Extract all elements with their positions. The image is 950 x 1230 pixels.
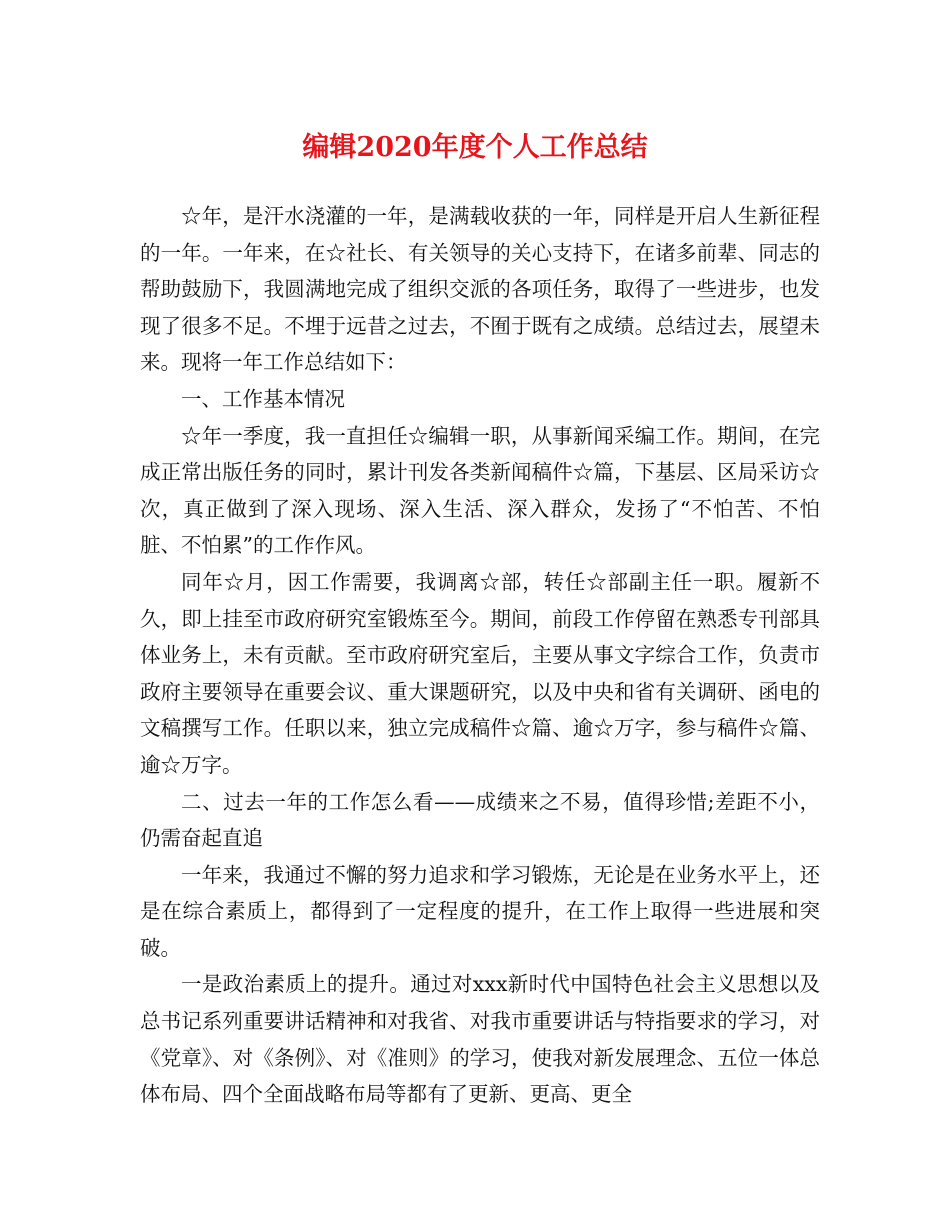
paragraph-political: 一是政治素质上的提升。通过对xxx新时代中国特色社会主义思想以及总书记系列重要讲话精神和对我省、对我市重要讲话与特指要求的学习，对《党章》、对《条例》、对《准则》的学习，使我对新发展理念、五位一体总体布局、四个全面战略布局等都有了更新、更高、更全	[140, 972, 820, 1107]
heading-section-2: 二、过去一年的工作怎么看——成绩来之不易，值得珍惜;差距不小，仍需奋起直追	[140, 789, 820, 851]
document-title: 编辑2020年度个人工作总结	[302, 132, 648, 163]
document-body	[140, 198, 820, 1113]
paragraph-intro: ☆年，是汗水浇灌的一年，是满载收获的一年，同样是开启人生新征程的一年。一年来，在☆社长、有关领导的关心支持下，在诸多前辈、同志的帮助鼓励下，我圆满地完成了组织交派的各项任务，取得了一些进步，也发现了很多不足。不埋于远昔之过去，不囿于既有之成绩。总结过去，展望未来。现将一年工作总结如下：	[140, 204, 820, 375]
paragraph-transfer: 同年☆月，因工作需要，我调离☆部，转任☆部副主任一职。履新不久，即上挂至市政府研究室锻炼至今。期间，前段工作停留在熟悉专刊部具体业务上，未有贡献。至市政府研究室后，主要从事文字综合工作，负责市政府主要领导在重要会议、重大课题研究，以及中央和省有关调研、函电的文稿撰写工作。任职以来，独立完成稿件☆篇、逾☆万字，参与稿件☆篇、逾☆万字。	[140, 569, 820, 777]
heading-section-1: 一、工作基本情况	[181, 386, 345, 411]
paragraph-progress: 一年来，我通过不懈的努力追求和学习锻炼，无论是在业务水平上，还是在综合素质上，都得到了一定程度的提升，在工作上取得一些进展和突破。	[140, 862, 820, 960]
paragraph-q1-work: ☆年一季度，我一直担任☆编辑一职，从事新闻采编工作。期间，在完成正常出版任务的同时，累计刊发各类新闻稿件☆篇，下基层、区局采访☆次，真正做到了深入现场、深入生活、深入群众，发扬了“不怕苦、不怕脏、不怕累”的工作作风。	[140, 423, 820, 558]
